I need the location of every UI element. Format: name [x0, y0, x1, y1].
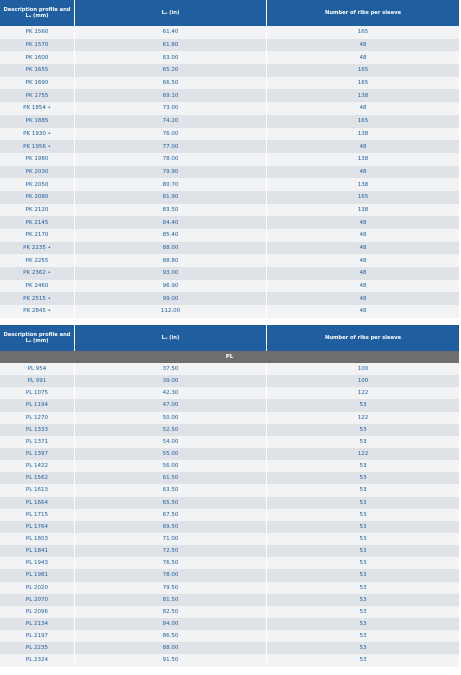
cell-length-in: 63.00: [75, 51, 267, 64]
cell-ribs: 48: [359, 54, 367, 61]
cell-ribs: 48: [359, 245, 367, 252]
cell-length-in: 77.00: [75, 140, 267, 153]
table-row: [0, 242, 459, 255]
cell-length-in: 81.90: [75, 191, 267, 204]
cell-description: PK 2845 •: [0, 305, 75, 318]
cell-ribs: 53: [359, 499, 367, 506]
cell-description: PL 1764: [0, 521, 75, 533]
cell-description: PL 1194: [0, 399, 75, 411]
table-row: [0, 375, 459, 387]
cell-ribs: 53: [359, 633, 367, 640]
table-row: [0, 399, 459, 411]
cell-length-in: 85.40: [75, 229, 267, 242]
table-row: [0, 216, 459, 229]
cell-ribs: 53: [359, 523, 367, 530]
cell-length-in: 61.50: [75, 472, 267, 484]
cell-ribs: 53: [359, 560, 367, 567]
header-description: Description profile and Lₐ (mm): [0, 325, 75, 351]
cell-ribs: 53: [359, 487, 367, 494]
cell-ribs: 53: [359, 536, 367, 543]
table-row: [0, 166, 459, 179]
cell-description: PL 1803: [0, 533, 75, 545]
cell-length-in: 63.50: [75, 484, 267, 496]
cell-description: PL 1371: [0, 436, 75, 448]
table-header: [0, 0, 459, 26]
cell-ribs: 53: [359, 475, 367, 482]
cell-description: PL 2134: [0, 618, 75, 630]
table-row: [0, 436, 459, 448]
cell-length-in: 78.00: [75, 569, 267, 581]
cell-length-in: 65.50: [75, 497, 267, 509]
table-row: [0, 153, 459, 166]
cell-ribs: 165: [357, 80, 369, 87]
table-row: [0, 191, 459, 204]
table-row: [0, 140, 459, 153]
pl-belt-table: [0, 325, 459, 667]
cell-description: PK 2255: [0, 254, 75, 267]
table-row: [0, 128, 459, 141]
table-row: [0, 204, 459, 217]
table-row: [0, 115, 459, 128]
cell-description: PL 1943: [0, 557, 75, 569]
cell-ribs: 53: [359, 608, 367, 615]
cell-length-in: 65.20: [75, 64, 267, 77]
cell-length-in: 37.50: [75, 363, 267, 375]
cell-description: PL 1562: [0, 472, 75, 484]
section-label: PL: [0, 351, 459, 363]
cell-description: PK 1885: [0, 115, 75, 128]
cell-ribs: 48: [359, 257, 367, 264]
cell-length-in: 84.00: [75, 618, 267, 630]
table-row: [0, 533, 459, 545]
cell-description: PK 1980: [0, 153, 75, 166]
table-header: [0, 325, 459, 351]
table-row: [0, 51, 459, 64]
cell-description: PK 2030: [0, 166, 75, 179]
cell-description: PK 1930 •: [0, 128, 75, 141]
header-description: Description profile and Lₐ (mm): [0, 0, 75, 26]
cell-description: PL 1981: [0, 569, 75, 581]
cell-description: PL 2324: [0, 654, 75, 666]
table-row: [0, 280, 459, 293]
cell-length-in: 86.50: [75, 630, 267, 642]
table-row: [0, 472, 459, 484]
cell-length-in: 67.50: [75, 509, 267, 521]
table-row: [0, 606, 459, 618]
cell-ribs: 53: [359, 596, 367, 603]
cell-ribs: 165: [357, 29, 369, 36]
table-row: [0, 77, 459, 90]
cell-ribs: 48: [359, 283, 367, 290]
cell-ribs: 138: [357, 181, 369, 188]
table-row: [0, 229, 459, 242]
cell-length-in: 61.40: [75, 26, 267, 39]
header-length-in: Lₐ (in): [75, 0, 267, 26]
cell-ribs: 165: [357, 67, 369, 74]
header-ribs: Number of ribs per sleeve: [324, 10, 401, 16]
cell-length-in: 78.00: [75, 153, 267, 166]
table-row: [0, 509, 459, 521]
cell-length-in: 99.00: [75, 292, 267, 305]
table-row: [0, 618, 459, 630]
table-row: [0, 267, 459, 280]
cell-ribs: 138: [357, 206, 369, 213]
cell-description: PL 1270: [0, 412, 75, 424]
table-row: [0, 654, 459, 666]
table-row: [0, 460, 459, 472]
cell-ribs: 53: [359, 657, 367, 664]
table-row: [0, 594, 459, 606]
table-body: [0, 363, 459, 667]
cell-description: PK 2120: [0, 204, 75, 217]
cell-length-in: 80.70: [75, 178, 267, 191]
cell-description: PL 2020: [0, 582, 75, 594]
table-row: [0, 424, 459, 436]
cell-description: PL 1422: [0, 460, 75, 472]
cell-length-in: 74.20: [75, 115, 267, 128]
cell-description: PK 2235 •: [0, 242, 75, 255]
cell-description: PL 954: [0, 363, 75, 375]
cell-length-in: 69.50: [75, 521, 267, 533]
cell-length-in: 79.50: [75, 582, 267, 594]
cell-ribs: 53: [359, 621, 367, 628]
cell-ribs: 48: [359, 42, 367, 49]
cell-description: PK 2515 •: [0, 292, 75, 305]
cell-length-in: 96.90: [75, 280, 267, 293]
cell-length-in: 91.50: [75, 654, 267, 666]
cell-description: PL 1333: [0, 424, 75, 436]
cell-length-in: 79.90: [75, 166, 267, 179]
cell-description: PK 2145: [0, 216, 75, 229]
cell-ribs: 138: [357, 92, 369, 99]
cell-length-in: 55.00: [75, 448, 267, 460]
cell-description: PL 1075: [0, 387, 75, 399]
cell-ribs: 53: [359, 426, 367, 433]
cell-length-in: 47.00: [75, 399, 267, 411]
cell-ribs: 122: [357, 390, 369, 397]
cell-description: PL 1664: [0, 497, 75, 509]
cell-ribs: 165: [357, 194, 369, 201]
cell-ribs: 53: [359, 584, 367, 591]
cell-ribs: 53: [359, 645, 367, 652]
table-row: [0, 545, 459, 557]
cell-length-in: 84.40: [75, 216, 267, 229]
cell-description: PL 1715: [0, 509, 75, 521]
table-row: [0, 387, 459, 399]
cell-description: PK 1560: [0, 26, 75, 39]
cell-length-in: 54.00: [75, 436, 267, 448]
cell-ribs: 48: [359, 143, 367, 150]
cell-length-in: 88.00: [75, 642, 267, 654]
cell-description: PL 1397: [0, 448, 75, 460]
table-row: [0, 521, 459, 533]
pk-belt-table: [0, 0, 459, 318]
table-row: [0, 26, 459, 39]
cell-ribs: 48: [359, 105, 367, 112]
cell-ribs: 48: [359, 270, 367, 277]
cell-ribs: 165: [357, 118, 369, 125]
cell-description: PL 2235: [0, 642, 75, 654]
cell-length-in: 52.50: [75, 424, 267, 436]
cell-ribs: 53: [359, 548, 367, 555]
cell-description: PK 2050: [0, 178, 75, 191]
cell-ribs: 48: [359, 232, 367, 239]
cell-length-in: 66.50: [75, 77, 267, 90]
cell-description: PL 991: [0, 375, 75, 387]
cell-description: PL 1613: [0, 484, 75, 496]
header-length-in: Lₐ (in): [75, 325, 267, 351]
table-row: [0, 412, 459, 424]
cell-ribs: 122: [357, 414, 369, 421]
table-row: [0, 254, 459, 267]
cell-length-in: 61.80: [75, 39, 267, 52]
cell-description: PK 2080: [0, 191, 75, 204]
table-row: [0, 630, 459, 642]
cell-description: PK 2362 •: [0, 267, 75, 280]
cell-length-in: 42.30: [75, 387, 267, 399]
table-row: [0, 569, 459, 581]
cell-ribs: 53: [359, 438, 367, 445]
table-row: [0, 642, 459, 654]
cell-description: PL 2096: [0, 606, 75, 618]
table-row: [0, 448, 459, 460]
cell-ribs: 48: [359, 308, 367, 315]
cell-length-in: 88.00: [75, 242, 267, 255]
cell-ribs: 100: [357, 366, 369, 373]
cell-ribs: 48: [359, 168, 367, 175]
cell-ribs: 53: [359, 511, 367, 518]
table-row: [0, 582, 459, 594]
cell-ribs: 138: [357, 130, 369, 137]
table-row: [0, 305, 459, 318]
cell-length-in: 39.00: [75, 375, 267, 387]
cell-description: PL 1841: [0, 545, 75, 557]
cell-length-in: 76.00: [75, 128, 267, 141]
cell-description: PK 1854 •: [0, 102, 75, 115]
cell-description: PK 1655: [0, 64, 75, 77]
table-row: [0, 363, 459, 375]
cell-ribs: 53: [359, 572, 367, 579]
cell-description: PK 1600: [0, 51, 75, 64]
table-row: [0, 484, 459, 496]
cell-ribs: 138: [357, 156, 369, 163]
cell-length-in: 76.50: [75, 557, 267, 569]
cell-length-in: 88.80: [75, 254, 267, 267]
table-body: [0, 26, 459, 318]
cell-length-in: 83.50: [75, 204, 267, 217]
cell-description: PL 2197: [0, 630, 75, 642]
cell-length-in: 73.00: [75, 102, 267, 115]
cell-length-in: 69.10: [75, 89, 267, 102]
cell-length-in: 112.00: [75, 305, 267, 318]
cell-length-in: 71.00: [75, 533, 267, 545]
cell-description: PK 1956 •: [0, 140, 75, 153]
table-row: [0, 89, 459, 102]
table-row: [0, 178, 459, 191]
cell-length-in: 72.50: [75, 545, 267, 557]
table-row: [0, 497, 459, 509]
cell-description: PL 2070: [0, 594, 75, 606]
cell-ribs: 53: [359, 463, 367, 470]
cell-description: PK 2170: [0, 229, 75, 242]
table-row: [0, 292, 459, 305]
cell-length-in: 82.50: [75, 606, 267, 618]
cell-description: PK 1755: [0, 89, 75, 102]
cell-ribs: 48: [359, 295, 367, 302]
cell-description: PK 1690: [0, 77, 75, 90]
cell-length-in: 50.00: [75, 412, 267, 424]
header-ribs: Number of ribs per sleeve: [324, 335, 401, 341]
cell-length-in: 81.50: [75, 594, 267, 606]
table-row: [0, 102, 459, 115]
cell-length-in: 56.00: [75, 460, 267, 472]
cell-ribs: 100: [357, 378, 369, 385]
table-row: [0, 557, 459, 569]
table-row: [0, 39, 459, 52]
cell-ribs: 53: [359, 402, 367, 409]
table-row: [0, 64, 459, 77]
cell-length-in: 93.00: [75, 267, 267, 280]
cell-ribs: 48: [359, 219, 367, 226]
cell-ribs: 122: [357, 451, 369, 458]
cell-description: PK 1570: [0, 39, 75, 52]
cell-description: PK 2460: [0, 280, 75, 293]
